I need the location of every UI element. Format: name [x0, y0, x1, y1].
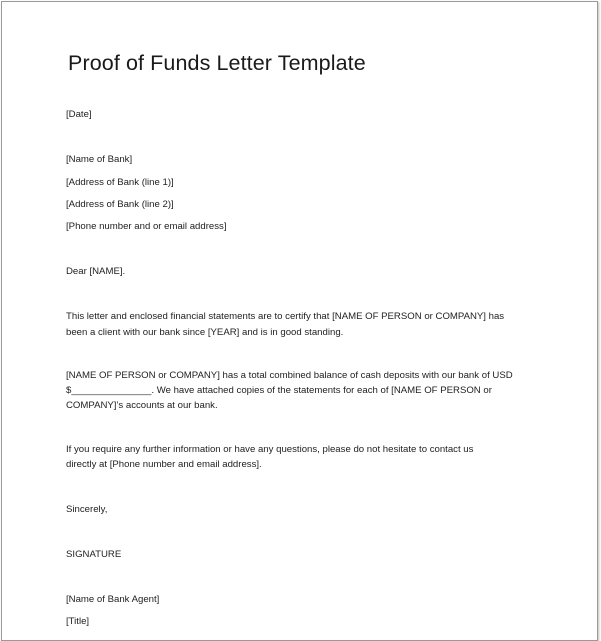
salutation: Dear [NAME].	[66, 266, 126, 277]
bank-contact-line: [Phone number and or email address]	[66, 221, 227, 232]
paragraph3-line2: directly at [Phone number and email address].	[66, 459, 262, 470]
paragraph2-line2: $_______________. We have attached copies of the statements for each of [NAME OF PERSON or	[66, 385, 492, 396]
bank-address-line-2: [Address of Bank (line 2)]	[66, 199, 174, 210]
date-line: [Date]	[66, 109, 92, 120]
closing: Sincerely,	[66, 504, 108, 515]
agent-name: [Name of Bank Agent]	[66, 594, 160, 605]
paragraph2-line1: [NAME OF PERSON or COMPANY] has a total combined balance of cash deposits with our bank of USD	[66, 370, 513, 381]
document-title: Proof of Funds Letter Template	[68, 51, 366, 75]
paragraph1-line2: been a client with our bank since [YEAR] and is in good standing.	[66, 327, 344, 338]
paragraph3-line1: If you require any further information or have any questions, please do not hesitate to contact us	[66, 444, 474, 455]
agent-title: [Title]	[66, 616, 90, 627]
signature: SIGNATURE	[66, 549, 122, 560]
bank-name-line: [Name of Bank]	[66, 154, 133, 165]
paragraph2-line3: COMPANY]’s accounts at our bank.	[66, 400, 218, 411]
paragraph1-line1: This letter and enclosed financial statements are to certify that [NAME OF PERSON or COMPANY] has	[66, 311, 505, 322]
bank-address-line-1: [Address of Bank (line 1)]	[66, 177, 174, 188]
